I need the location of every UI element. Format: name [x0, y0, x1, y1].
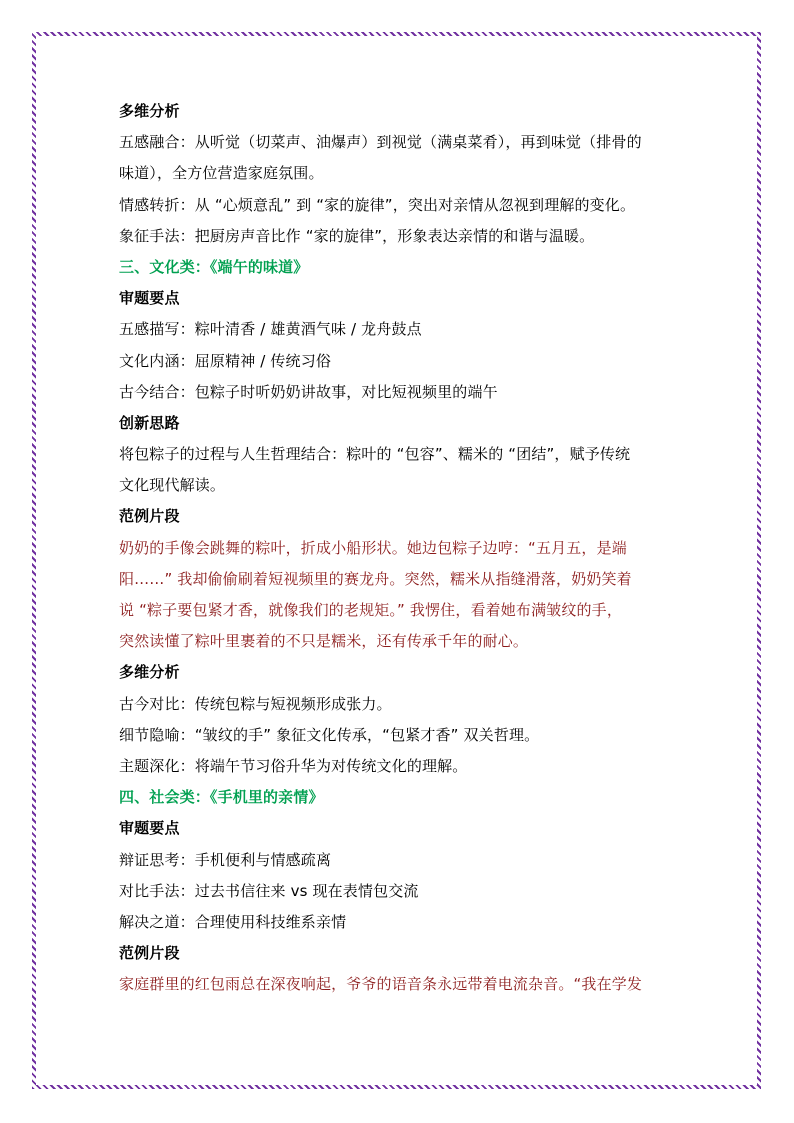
- example-excerpt-line: 突然读懂了粽叶里裹着的不只是糯米，还有传承千年的耐心。: [119, 632, 529, 651]
- body-text-line: 五感融合：从听觉（切菜声、油爆声）到视觉（满桌菜肴），再到味觉（排骨的: [119, 133, 642, 152]
- section-subheading: 创新思路: [119, 413, 180, 432]
- section-subheading: 范例片段: [119, 507, 180, 526]
- body-text-line: 五感描写：粽叶清香 / 雄黄酒气味 / 龙舟鼓点: [119, 320, 422, 339]
- example-excerpt-line: 奶奶的手像会跳舞的粽叶，折成小船形状。她边包粽子边哼：“五月五，是端: [119, 538, 627, 557]
- body-text-line: 对比手法：过去书信往来 vs 现在表情包交流: [119, 881, 419, 900]
- section-subheading: 审题要点: [119, 819, 180, 838]
- body-text-line: 将包粽子的过程与人生哲理结合：粽叶的 “包容”、糯米的 “团结”，赋予传统: [119, 445, 631, 464]
- category-heading: 三、文化类：《端午的味道》: [119, 257, 309, 276]
- body-text-line: 主题深化：将端午节习俗升华为对传统文化的理解。: [119, 756, 468, 775]
- example-excerpt-line: 说 “粽子要包紧才香，就像我们的老规矩。” 我愣住，看着她布满皱纹的手，: [119, 601, 622, 619]
- body-text-line: 古今对比：传统包粽与短视频形成张力。: [119, 694, 392, 713]
- body-text-line: 细节隐喻：“皱纹的手” 象征文化传承，“包紧才香” 双关哲理。: [119, 725, 540, 744]
- section-subheading: 多维分析: [119, 663, 180, 682]
- body-text-line: 文化内涵：屈原精神 / 传统习俗: [119, 351, 331, 370]
- section-subheading: 多维分析: [119, 102, 180, 120]
- body-text-line: 辩证思考：手机便利与情感疏离: [119, 850, 332, 869]
- category-heading: 四、社会类：《手机里的亲情》: [119, 788, 324, 807]
- example-excerpt-line: 家庭群里的红包雨总在深夜响起，爷爷的语音条永远带着电流杂音。“我在学发: [119, 975, 643, 994]
- section-subheading: 审题要点: [119, 289, 180, 308]
- example-excerpt-line: 阳……” 我却偷偷刷着短视频里的赛龙舟。突然，糯米从指缝滑落，奶奶笑着: [119, 569, 632, 588]
- body-text-line: 象征手法：把厨房声音比作 “家的旋律”，形象表达亲情的和谐与温暖。: [119, 226, 595, 245]
- body-text-line: 味道），全方位营造家庭氛围。: [119, 164, 324, 183]
- body-text-line: 解决之道：合理使用科技维系亲情: [119, 912, 347, 931]
- body-text-line: 古今结合：包粽子时听奶奶讲故事，对比短视频里的端午: [119, 382, 498, 401]
- section-subheading: 范例片段: [119, 944, 180, 963]
- body-text-line: 文化现代解读。: [119, 476, 226, 495]
- document-body: [119, 96, 677, 1000]
- body-text-line: 情感转折：从 “心烦意乱” 到 “家的旋律”，突出对亲情从忽视到理解的变化。: [119, 195, 636, 214]
